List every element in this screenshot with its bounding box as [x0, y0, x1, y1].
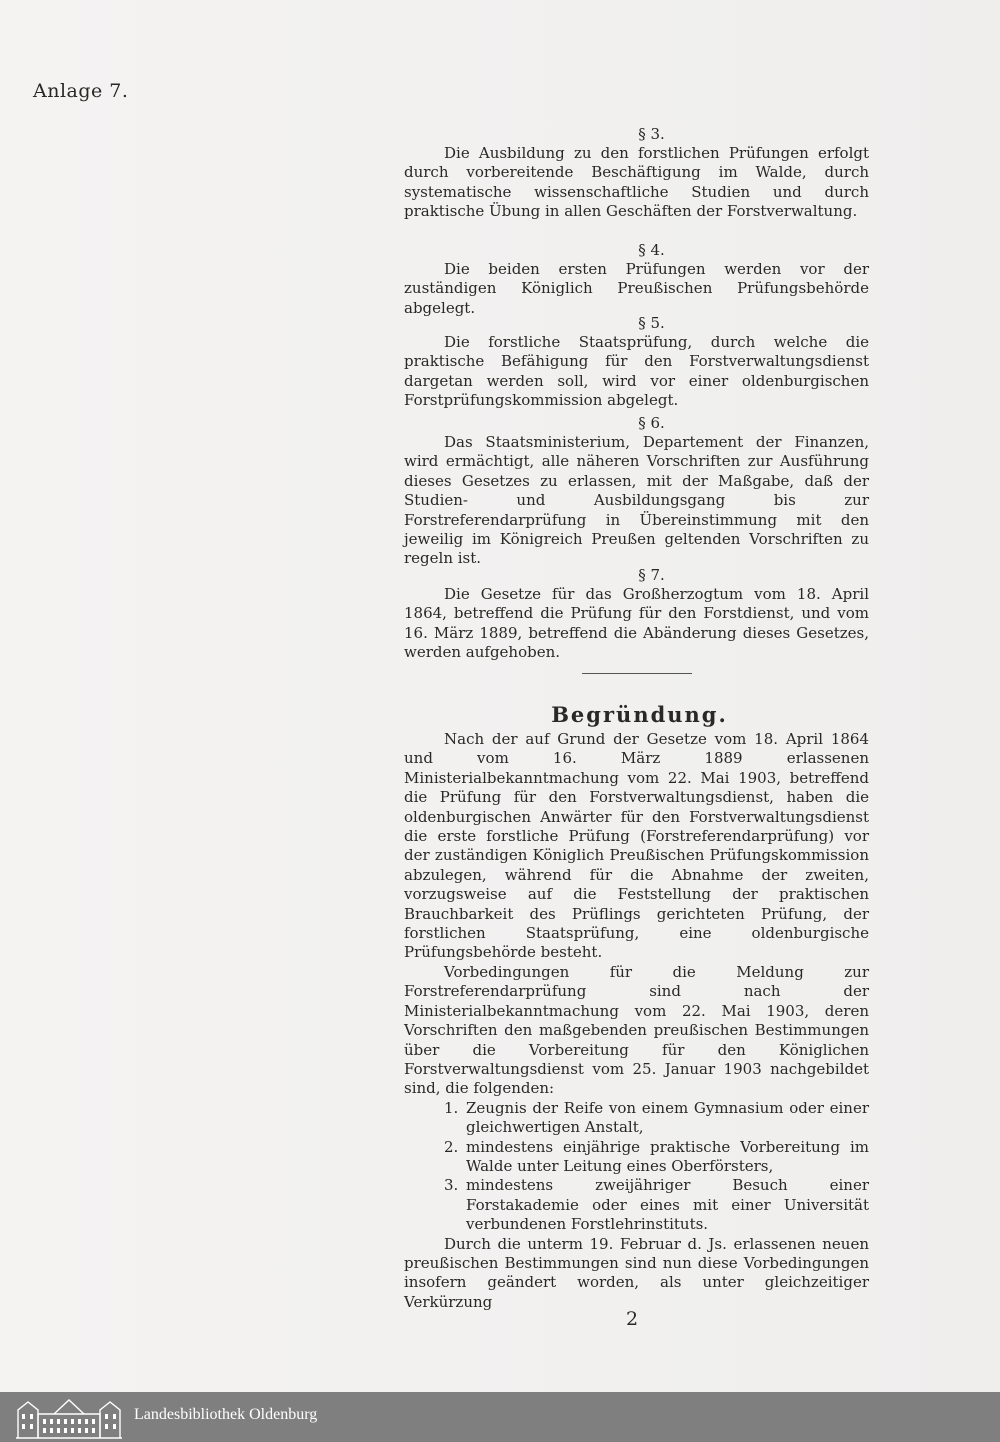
divider: [582, 673, 692, 674]
begruendung-paragraph-2: Vorbedingungen für die Meldung zur Forstreferendarprüfung sind nach der Ministerialbekanntmachung vom 22. Mai 1903, deren Vorschriften den maßgebenden preußischen Bestimmungen über die Vorbereitung für den Königlichen Forstverwaltungsdienst vom 25. Januar 1903 nachgebildet sind, die folgenden:: [404, 962, 869, 1098]
list-item: 2. mindestens einjährige praktische Vorbereitung im Walde unter Leitung eines Oberförsters,: [444, 1137, 869, 1175]
section-number: § 6.: [638, 414, 665, 432]
section-text: Die beiden ersten Prüfungen werden vor der zuständigen Königlich Preußischen Prüfungsbehörde abgelegt.: [404, 260, 869, 317]
library-name: Landesbibliothek Oldenburg: [134, 1406, 318, 1423]
library-footer: [0, 1392, 1000, 1442]
section-number: § 4.: [638, 241, 665, 259]
section-5: [404, 313, 869, 411]
section-3: [404, 124, 869, 222]
section-6: [404, 413, 869, 569]
section-7: [404, 565, 869, 674]
section-heading: Begründung.: [551, 702, 728, 727]
list-item: 3. mindestens zweijähriger Besuch einer Forstakademie oder eines mit einer Universität verbundenen Forstlehrinstituts.: [444, 1176, 869, 1234]
section-number: § 3.: [638, 125, 665, 143]
page-number: 2: [626, 1308, 639, 1330]
section-text: Die Ausbildung zu den forstlichen Prüfungen erfolgt durch vorbereitende Beschäftigung im Walde, durch systematische wissenschaftliche Studien und durch praktische Übung in allen Geschäften der Forstverwaltung.: [404, 144, 869, 221]
begruendung: [404, 700, 869, 1312]
section-text: Die Gesetze für das Großherzogtum vom 18. April 1864, betreffend die Prüfung für den Forstdienst, und vom 16. März 1889, betreffend die Abänderung dieses Gesetzes, werden aufgehoben.: [404, 585, 869, 662]
section-4: [404, 240, 869, 318]
section-text: Das Staatsministerium, Departement der Finanzen, wird ermächtigt, alle näheren Vorschriften zur Ausführung dieses Gesetzes zu erlassen, mit der Maßgabe, daß der Studien- und Ausbildungsgang bis zur Forstreferendarprüfung in Übereinstimmung mit den jeweilig im Königreich Preußen geltenden Vorschriften zu regeln ist.: [404, 433, 869, 568]
annex-label: Anlage 7.: [33, 80, 129, 102]
list-item: 1. Zeugnis der Reife von einem Gymnasium oder einer gleichwertigen Anstalt,: [444, 1098, 869, 1137]
requirements-list: [404, 1099, 869, 1235]
section-text: Die forstliche Staatsprüfung, durch welche die praktische Befähigung für den Forstverwaltungsdienst dargetan werden soll, wird vor einer oldenburgischen Forstprüfungskommission abgelegt.: [404, 333, 869, 410]
begruendung-paragraph-1: Nach der auf Grund der Gesetze vom 18. April 1864 und vom 16. März 1889 erlassenen Ministerialbekanntmachung vom 22. Mai 1903, betreffend die Prüfung für den Forstverwaltungsdienst, haben die oldenburgischen Anwärter für den Forstverwaltungsdienst die erste forstliche Prüfung (Forstreferendarprüfung) vor der zuständigen Königlich Preußischen Prüfungskommission abzulegen, während für die Abnahme der zweiten, vorzugsweise auf die Feststellung der praktischen Brauchbarkeit des Prüflings gerichteten Prüfung, der forstlichen Staatsprüfung, eine oldenburgische Prüfungsbehörde besteht.: [404, 730, 869, 962]
library-building-icon: [14, 1394, 124, 1440]
section-number: § 5.: [638, 314, 665, 332]
section-number: § 7.: [638, 566, 665, 584]
begruendung-paragraph-3: Durch die unterm 19. Februar d. Js. erlassenen neuen preußischen Bestimmungen sind nun diese Vorbedingungen insofern geändert worden, als unter gleichzeitiger Verkürzung: [404, 1234, 869, 1311]
